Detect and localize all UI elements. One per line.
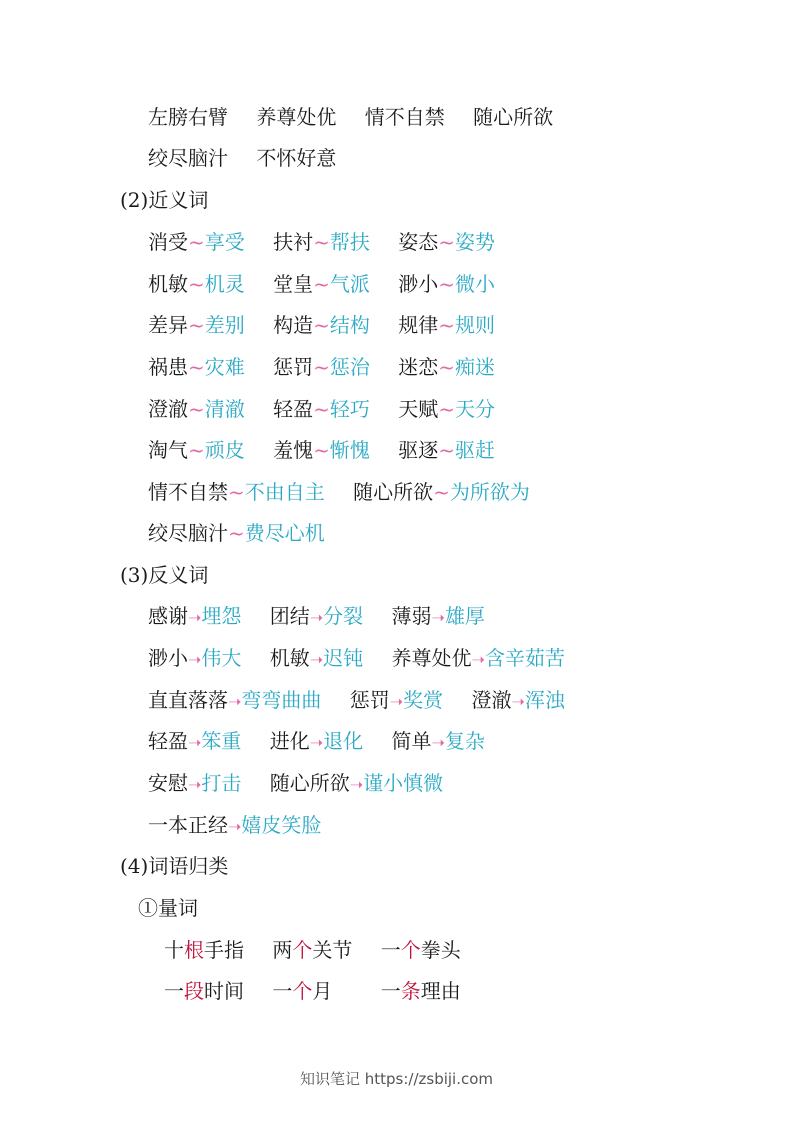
arrow-icon: ➝ — [228, 692, 242, 711]
measure-phrase: 一条理由 — [380, 979, 461, 1003]
measure-row — [164, 977, 461, 1005]
synonym-pair: 祸患~灾难 — [148, 355, 245, 379]
measure-phrase: 一个月 — [272, 979, 333, 1003]
antonym-pair: 惩罚➝奖赏 — [349, 688, 444, 712]
antonym-row — [148, 644, 565, 672]
idiom: 左膀右臂 — [148, 105, 228, 129]
arrow-icon: ➝ — [228, 817, 242, 836]
synonym-pair: 羞愧~惭愧 — [273, 438, 370, 462]
arrow-icon: ➝ — [188, 775, 202, 794]
arrow-icon: ➝ — [431, 733, 445, 752]
synonym-pair: 渺小~微小 — [398, 272, 496, 296]
idiom: 不怀好意 — [256, 146, 337, 170]
arrow-icon: ➝ — [309, 733, 324, 752]
idiom: 养尊处优 — [256, 105, 337, 129]
synonym-row — [148, 353, 495, 381]
synonym-pair: 姿态~姿势 — [398, 230, 496, 254]
idiom-row-1 — [148, 103, 553, 131]
synonym-pair: 淘气~顽皮 — [148, 438, 245, 462]
antonym-pair: 渺小➝伟大 — [148, 646, 242, 670]
idiom-row-2 — [148, 144, 336, 172]
antonym-pair: 直直落落➝弯弯曲曲 — [148, 688, 322, 712]
synonym-row — [148, 395, 495, 423]
synonym-row — [148, 228, 495, 256]
synonym-pair: 构造~结构 — [273, 313, 370, 337]
measure-phrase: 一个拳头 — [380, 938, 461, 962]
classification-heading: (4)词语归类 — [120, 854, 229, 878]
synonym-pair: 情不自禁~不由自主 — [148, 480, 325, 504]
antonym-heading: (3)反义词 — [120, 563, 209, 587]
synonym-pair: 机敏~机灵 — [148, 272, 245, 296]
arrow-icon: ➝ — [471, 650, 485, 669]
measure-phrase: 一段时间 — [164, 979, 244, 1003]
synonym-pair: 澄澈~清澈 — [148, 397, 245, 421]
antonym-row — [148, 769, 443, 797]
synonym-row — [148, 311, 495, 339]
antonym-pair: 进化➝退化 — [269, 729, 364, 753]
idiom: 绞尽脑汁 — [148, 146, 228, 170]
synonym-pair: 驱逐~驱赶 — [398, 438, 496, 462]
antonym-pair: 轻盈➝笨重 — [148, 729, 242, 753]
synonym-heading: (2)近义词 — [120, 188, 209, 212]
synonym-pair: 随心所欲~为所欲为 — [353, 480, 530, 504]
synonym-pair: 规律~规则 — [398, 313, 496, 337]
antonym-pair: 养尊处优➝含辛茹苦 — [391, 646, 565, 670]
measure-word-subheading: ①量词 — [138, 896, 198, 920]
synonym-pair: 差异~差别 — [148, 313, 245, 337]
arrow-icon: ➝ — [431, 608, 445, 627]
synonym-pair: 迷恋~痴迷 — [398, 355, 496, 379]
arrow-icon: ➝ — [188, 608, 202, 627]
antonym-pair: 团结➝分裂 — [269, 604, 364, 628]
synonym-pair: 堂皇~气派 — [273, 272, 370, 296]
measure-phrase: 两个关节 — [272, 938, 353, 962]
antonym-pair: 感谢➝埋怨 — [148, 604, 242, 628]
antonym-pair: 薄弱➝雄厚 — [391, 604, 485, 628]
arrow-icon: ➝ — [389, 692, 404, 711]
synonym-pair: 绞尽脑汁~费尽心机 — [148, 521, 325, 545]
synonym-pair: 天赋~天分 — [398, 397, 496, 421]
antonym-pair: 随心所欲➝谨小慎微 — [269, 771, 444, 795]
synonym-row — [148, 478, 530, 506]
idiom: 随心所欲 — [473, 105, 554, 129]
synonym-row — [148, 436, 495, 464]
arrow-icon: ➝ — [188, 650, 202, 669]
arrow-icon: ➝ — [349, 775, 364, 794]
antonym-pair: 机敏➝迟钝 — [269, 646, 364, 670]
measure-phrase: 十根手指 — [164, 938, 244, 962]
arrow-icon: ➝ — [309, 650, 324, 669]
synonym-pair: 扶衬~帮扶 — [273, 230, 370, 254]
synonym-pair: 惩罚~惩治 — [273, 355, 370, 379]
footer-watermark: 知识笔记 https://zsbiji.com — [299, 1070, 494, 1088]
antonym-row — [148, 727, 485, 755]
idiom: 情不自禁 — [364, 105, 445, 129]
arrow-icon: ➝ — [309, 608, 324, 627]
synonym-pair: 轻盈~轻巧 — [273, 397, 370, 421]
antonym-row — [148, 602, 485, 630]
antonym-pair: 安慰➝打击 — [148, 771, 242, 795]
antonym-pair: 澄澈➝浑浊 — [471, 688, 565, 712]
antonym-row — [148, 686, 565, 714]
arrow-icon: ➝ — [511, 692, 525, 711]
antonym-pair: 一本正经➝嬉皮笑脸 — [148, 813, 322, 837]
antonym-row — [148, 811, 321, 839]
antonym-pair: 简单➝复杂 — [391, 729, 485, 753]
measure-row — [164, 936, 461, 964]
synonym-row — [148, 270, 495, 298]
arrow-icon: ➝ — [188, 733, 202, 752]
synonym-pair: 消受~享受 — [148, 230, 245, 254]
synonym-row — [148, 519, 325, 547]
